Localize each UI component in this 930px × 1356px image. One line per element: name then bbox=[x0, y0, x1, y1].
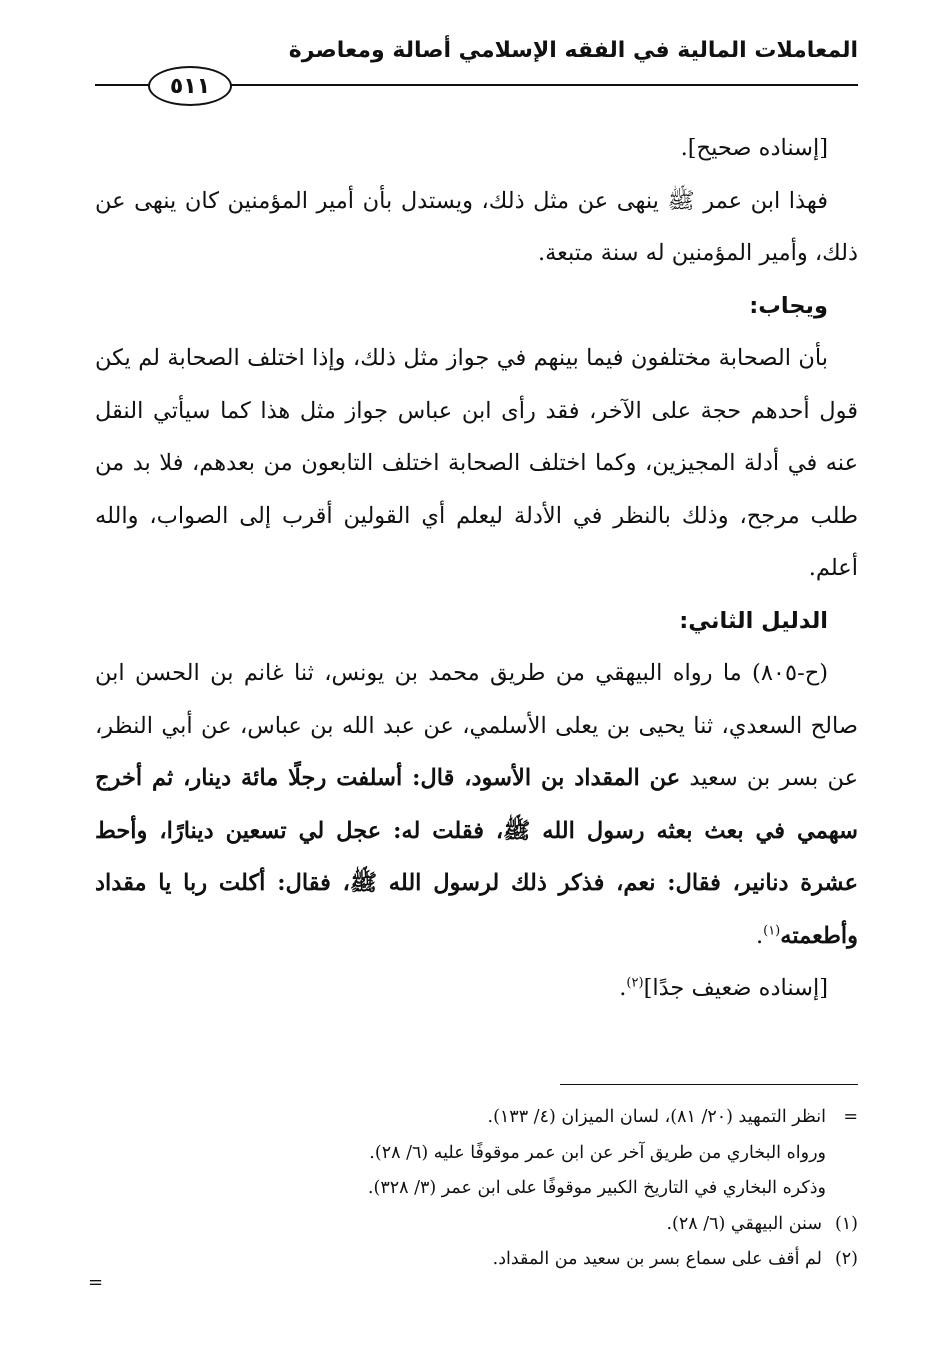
isnad-sahih-line: [إسناده صحيح]. bbox=[680, 135, 828, 161]
footnote-continuation-line-3: وذكره البخاري في التاريخ الكبير موقوفًا على ابن عمر (٣/ ٣٢٨). bbox=[367, 1178, 826, 1198]
isnad-daif-text: [إسناده ضعيف جدًا] bbox=[643, 975, 828, 1001]
page-number-badge bbox=[148, 66, 232, 106]
paragraph-ibn-umar: فهذا ابن عمر ﷺ ينهى عن مثل ذلك، ويستدل بأن أمير المؤمنين كان ينهى عن ذلك، وأمير المؤمنين له سنة متبعة. bbox=[95, 187, 858, 266]
footnote-2 bbox=[95, 1242, 858, 1278]
paragraph-sahaba-disagreement: بأن الصحابة مختلفون فيما بينهم في جواز مثل ذلك، وإذا اختلف الصحابة لم يكن قول أحدهم حجة على الآخر، فقد رأى ابن عباس جواز مثل هذا كما سيأتي النقل عنه في أدلة المجيزين، وكما اختلف الصحابة اختلف التابعون من بعدهم، فلا بد من طلب مرجح، وذلك بالنظر في الأدلة ليعلم أي القولين أقرب إلى الصواب، والله أعلم. bbox=[95, 345, 858, 581]
footnotes-section bbox=[95, 1100, 858, 1278]
next-page-continuation-mark: = bbox=[88, 1272, 104, 1293]
heading-response: ويجاب: bbox=[749, 292, 828, 319]
footnote-separator bbox=[560, 1084, 858, 1085]
continuation-mark: = bbox=[843, 1107, 858, 1127]
page-number: ٥١١ bbox=[169, 73, 211, 99]
hadith-end-dot: . bbox=[755, 922, 764, 949]
footnote-2-number: (٢) bbox=[834, 1249, 858, 1269]
footnote-1-text: سنن البيهقي (٦/ ٢٨). bbox=[666, 1213, 822, 1234]
isnad-daif-dot: . bbox=[619, 975, 627, 1001]
footnote-2-text: لم أقف على سماع بسر بن سعيد من المقداد. bbox=[492, 1249, 822, 1269]
hadith-chain: (ح-٨٠٥) ما رواه البيهقي من طريق محمد بن يونس، ثنا غانم بن الحسن ابن صالح السعدي، ثنا يحيى بن يعلى الأسلمي، عن عبد الله بن عباس، عن أبي النظر، عن بسر بن سعيد bbox=[95, 660, 859, 791]
footnote-1-number: (١) bbox=[834, 1213, 858, 1234]
running-header-title: المعاملات المالية في الفقه الإسلامي أصالة ومعاصرة bbox=[288, 38, 858, 63]
footnote-continuation-text-1: انظر التمهيد (٢٠/ ٨١)، لسان الميزان (٤/ ١٣٣). bbox=[487, 1107, 826, 1127]
footnote-ref-1[interactable]: (١) bbox=[763, 923, 781, 938]
footnote-continuation-line-2: ورواه البخاري من طريق آخر عن ابن عمر موقوفًا عليه (٦/ ٢٨). bbox=[369, 1142, 826, 1163]
footnote-continuation-line-1 bbox=[95, 1100, 858, 1136]
footnote-1 bbox=[95, 1207, 858, 1243]
main-text bbox=[95, 122, 858, 1015]
isnad-daif-line bbox=[95, 962, 858, 1015]
paragraph-hadith bbox=[95, 647, 858, 962]
hadith-matn: عن المقداد بن الأسود، قال: أسلفت رجلًا مائة دينار، ثم أخرج سهمي في بعث بعثه رسول الله ﷺ، فقلت له: عجل لي تسعين دينارًا، وأحط عشرة دنانير، فقال: نعم، فذكر ذلك لرسول الله ﷺ، فقال: أكلت ربا يا مقداد وأطعمته bbox=[95, 765, 858, 949]
heading-second-evidence: الدليل الثاني: bbox=[679, 607, 828, 634]
footnote-ref-2[interactable]: (٢) bbox=[626, 975, 644, 991]
